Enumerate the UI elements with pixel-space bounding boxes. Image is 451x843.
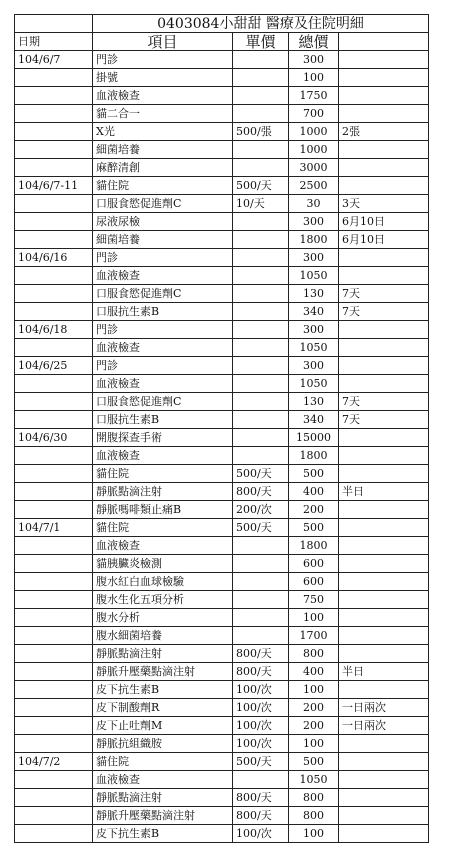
table-row xyxy=(15,645,429,663)
row-note: 7天 xyxy=(339,285,429,303)
row-note xyxy=(339,501,429,519)
table-row xyxy=(15,681,429,699)
row-item: 靜脈點滴注射 xyxy=(93,789,233,807)
row-item: 開腹探查手術 xyxy=(93,429,233,447)
row-total: 800 xyxy=(289,645,339,663)
row-note: 一日兩次 xyxy=(339,717,429,735)
row-note: 3天 xyxy=(339,195,429,213)
row-note xyxy=(339,573,429,591)
row-note xyxy=(339,753,429,771)
row-item: 血液檢查 xyxy=(93,87,233,105)
row-note xyxy=(339,591,429,609)
row-unit-price xyxy=(233,375,289,393)
row-unit-price: 200/次 xyxy=(233,501,289,519)
row-unit-price: 100/次 xyxy=(233,681,289,699)
header-item: 項目 xyxy=(93,33,233,51)
row-total: 1000 xyxy=(289,123,339,141)
table-row xyxy=(15,357,429,375)
table-row xyxy=(15,213,429,231)
row-total: 400 xyxy=(289,663,339,681)
row-unit-price xyxy=(233,267,289,285)
row-unit-price xyxy=(233,537,289,555)
row-date: 104/7/2 xyxy=(15,753,93,771)
row-date xyxy=(15,339,93,357)
row-item: 細菌培養 xyxy=(93,141,233,159)
row-date: 104/6/7 xyxy=(15,51,93,69)
row-date xyxy=(15,87,93,105)
row-item: 麻醉清創 xyxy=(93,159,233,177)
row-date xyxy=(15,645,93,663)
row-total: 600 xyxy=(289,555,339,573)
row-item: 貓住院 xyxy=(93,465,233,483)
row-date xyxy=(15,411,93,429)
row-note: 6月10日 xyxy=(339,231,429,249)
row-note xyxy=(339,177,429,195)
row-date xyxy=(15,231,93,249)
row-item: 皮下抗生素B xyxy=(93,825,233,843)
table-row xyxy=(15,429,429,447)
table-row xyxy=(15,141,429,159)
row-total: 100 xyxy=(289,735,339,753)
row-date: 104/7/1 xyxy=(15,519,93,537)
row-total: 1050 xyxy=(289,267,339,285)
row-note xyxy=(339,537,429,555)
row-note xyxy=(339,519,429,537)
table-row xyxy=(15,231,429,249)
row-unit-price xyxy=(233,159,289,177)
row-item: 血液檢查 xyxy=(93,267,233,285)
row-note xyxy=(339,789,429,807)
table-row xyxy=(15,735,429,753)
row-note xyxy=(339,141,429,159)
row-note: 7天 xyxy=(339,411,429,429)
row-note xyxy=(339,465,429,483)
row-total: 700 xyxy=(289,105,339,123)
row-item: 皮下抗生素B xyxy=(93,681,233,699)
row-note: 半日 xyxy=(339,483,429,501)
row-item: 靜脈升壓藥點滴注射 xyxy=(93,663,233,681)
row-unit-price: 800/天 xyxy=(233,645,289,663)
row-unit-price xyxy=(233,231,289,249)
row-item: 貓住院 xyxy=(93,519,233,537)
row-unit-price: 800/天 xyxy=(233,663,289,681)
row-note: 6月10日 xyxy=(339,213,429,231)
row-unit-price: 800/天 xyxy=(233,789,289,807)
row-total: 300 xyxy=(289,51,339,69)
row-unit-price: 100/次 xyxy=(233,699,289,717)
row-total: 340 xyxy=(289,411,339,429)
row-unit-price xyxy=(233,591,289,609)
row-total: 500 xyxy=(289,519,339,537)
row-unit-price xyxy=(233,609,289,627)
row-unit-price xyxy=(233,213,289,231)
row-note xyxy=(339,339,429,357)
row-unit-price xyxy=(233,69,289,87)
header-note xyxy=(339,33,429,51)
row-item: 靜脈點滴注射 xyxy=(93,645,233,663)
table-row xyxy=(15,195,429,213)
header-unit-price: 單價 xyxy=(233,33,289,51)
itemized-bill-table xyxy=(14,14,429,843)
row-note xyxy=(339,555,429,573)
row-date xyxy=(15,69,93,87)
row-item: 靜脈點滴注射 xyxy=(93,483,233,501)
table-row xyxy=(15,609,429,627)
row-item: 口服食慾促進劑C xyxy=(93,195,233,213)
row-total: 1050 xyxy=(289,375,339,393)
table-row xyxy=(15,51,429,69)
table-row xyxy=(15,177,429,195)
row-unit-price xyxy=(233,51,289,69)
row-date xyxy=(15,663,93,681)
row-total: 15000 xyxy=(289,429,339,447)
row-unit-price xyxy=(233,411,289,429)
row-unit-price: 500/張 xyxy=(233,123,289,141)
table-row xyxy=(15,663,429,681)
row-unit-price xyxy=(233,141,289,159)
row-unit-price xyxy=(233,447,289,465)
row-total: 1800 xyxy=(289,447,339,465)
row-unit-price: 10/天 xyxy=(233,195,289,213)
table-row xyxy=(15,825,429,843)
row-item: 貓二合一 xyxy=(93,105,233,123)
row-total: 200 xyxy=(289,717,339,735)
row-date: 104/6/30 xyxy=(15,429,93,447)
row-date xyxy=(15,213,93,231)
row-item: 細菌培養 xyxy=(93,231,233,249)
row-total: 30 xyxy=(289,195,339,213)
row-total: 800 xyxy=(289,807,339,825)
row-unit-price xyxy=(233,627,289,645)
row-total: 500 xyxy=(289,465,339,483)
row-item: 門診 xyxy=(93,249,233,267)
table-row xyxy=(15,537,429,555)
table-row xyxy=(15,285,429,303)
row-note xyxy=(339,87,429,105)
row-date xyxy=(15,807,93,825)
row-unit-price: 100/次 xyxy=(233,735,289,753)
row-item: 門診 xyxy=(93,51,233,69)
table-row xyxy=(15,267,429,285)
row-date xyxy=(15,555,93,573)
row-item: 靜脈升壓藥點滴注射 xyxy=(93,807,233,825)
row-note xyxy=(339,51,429,69)
row-total: 300 xyxy=(289,249,339,267)
row-date xyxy=(15,825,93,843)
row-unit-price: 500/天 xyxy=(233,465,289,483)
row-note xyxy=(339,807,429,825)
row-date xyxy=(15,285,93,303)
row-unit-price xyxy=(233,573,289,591)
bill-table-body xyxy=(15,15,429,843)
table-row xyxy=(15,501,429,519)
row-date xyxy=(15,699,93,717)
row-total: 1700 xyxy=(289,627,339,645)
row-unit-price xyxy=(233,105,289,123)
row-unit-price xyxy=(233,771,289,789)
row-note xyxy=(339,357,429,375)
row-item: 血液檢查 xyxy=(93,375,233,393)
row-note xyxy=(339,249,429,267)
table-row xyxy=(15,249,429,267)
row-item: 血液檢查 xyxy=(93,771,233,789)
row-total: 750 xyxy=(289,591,339,609)
row-note xyxy=(339,429,429,447)
row-date xyxy=(15,141,93,159)
row-note: 半日 xyxy=(339,663,429,681)
table-row xyxy=(15,771,429,789)
table-row xyxy=(15,375,429,393)
row-total: 130 xyxy=(289,285,339,303)
row-unit-price xyxy=(233,429,289,447)
row-item: 口服食慾促進劑C xyxy=(93,393,233,411)
row-note: 2張 xyxy=(339,123,429,141)
row-date xyxy=(15,681,93,699)
row-item: 腹水生化五項分析 xyxy=(93,591,233,609)
header-date: 日期 xyxy=(15,33,93,51)
row-item: 掛號 xyxy=(93,69,233,87)
row-note: 7天 xyxy=(339,303,429,321)
header-row xyxy=(15,33,429,51)
row-date xyxy=(15,735,93,753)
row-total: 1800 xyxy=(289,537,339,555)
row-total: 1000 xyxy=(289,141,339,159)
row-note xyxy=(339,321,429,339)
row-unit-price: 500/天 xyxy=(233,177,289,195)
row-date: 104/6/18 xyxy=(15,321,93,339)
row-note xyxy=(339,159,429,177)
row-note xyxy=(339,69,429,87)
row-total: 300 xyxy=(289,357,339,375)
row-date xyxy=(15,717,93,735)
row-item: 靜脈抗組織胺 xyxy=(93,735,233,753)
header-total: 總價 xyxy=(289,33,339,51)
row-item: 腹水細菌培養 xyxy=(93,627,233,645)
row-date xyxy=(15,609,93,627)
table-row xyxy=(15,393,429,411)
table-row xyxy=(15,159,429,177)
table-row xyxy=(15,69,429,87)
row-date: 104/6/25 xyxy=(15,357,93,375)
row-date xyxy=(15,105,93,123)
row-total: 400 xyxy=(289,483,339,501)
table-row xyxy=(15,321,429,339)
row-unit-price xyxy=(233,393,289,411)
row-total: 1050 xyxy=(289,771,339,789)
row-note xyxy=(339,447,429,465)
row-total: 100 xyxy=(289,609,339,627)
row-item: X光 xyxy=(93,123,233,141)
row-unit-price xyxy=(233,339,289,357)
row-unit-price xyxy=(233,87,289,105)
row-unit-price xyxy=(233,321,289,339)
row-date xyxy=(15,123,93,141)
table-row xyxy=(15,465,429,483)
row-note xyxy=(339,267,429,285)
row-item: 口服食慾促進劑C xyxy=(93,285,233,303)
row-unit-price xyxy=(233,357,289,375)
row-date xyxy=(15,573,93,591)
row-item: 血液檢查 xyxy=(93,339,233,357)
table-row xyxy=(15,339,429,357)
title-spacer-cell xyxy=(15,15,93,33)
row-date xyxy=(15,195,93,213)
row-total: 200 xyxy=(289,699,339,717)
table-row xyxy=(15,105,429,123)
row-total: 500 xyxy=(289,753,339,771)
row-date: 104/6/16 xyxy=(15,249,93,267)
row-date: 104/6/7-11 xyxy=(15,177,93,195)
row-note xyxy=(339,627,429,645)
table-row xyxy=(15,789,429,807)
row-note: 一日兩次 xyxy=(339,699,429,717)
row-unit-price: 500/天 xyxy=(233,519,289,537)
table-row xyxy=(15,753,429,771)
row-total: 130 xyxy=(289,393,339,411)
table-row xyxy=(15,87,429,105)
table-row xyxy=(15,573,429,591)
row-unit-price xyxy=(233,285,289,303)
title-row xyxy=(15,15,429,33)
row-date xyxy=(15,447,93,465)
table-row xyxy=(15,717,429,735)
row-unit-price xyxy=(233,249,289,267)
row-total: 1800 xyxy=(289,231,339,249)
row-unit-price xyxy=(233,303,289,321)
row-unit-price xyxy=(233,555,289,573)
row-date xyxy=(15,771,93,789)
row-unit-price: 800/天 xyxy=(233,807,289,825)
row-note xyxy=(339,105,429,123)
row-unit-price: 100/次 xyxy=(233,717,289,735)
row-date xyxy=(15,159,93,177)
row-note xyxy=(339,645,429,663)
row-unit-price: 100/次 xyxy=(233,825,289,843)
row-note xyxy=(339,825,429,843)
row-note xyxy=(339,735,429,753)
row-item: 貓住院 xyxy=(93,753,233,771)
table-row xyxy=(15,519,429,537)
row-note xyxy=(339,771,429,789)
row-date xyxy=(15,501,93,519)
row-date xyxy=(15,537,93,555)
row-total: 300 xyxy=(289,321,339,339)
row-date xyxy=(15,627,93,645)
row-date xyxy=(15,375,93,393)
table-row xyxy=(15,303,429,321)
row-item: 皮下止吐劑M xyxy=(93,717,233,735)
row-unit-price: 800/天 xyxy=(233,483,289,501)
row-item: 門診 xyxy=(93,321,233,339)
table-row xyxy=(15,591,429,609)
row-item: 尿液尿檢 xyxy=(93,213,233,231)
table-row xyxy=(15,447,429,465)
table-row xyxy=(15,411,429,429)
table-row xyxy=(15,699,429,717)
row-date xyxy=(15,789,93,807)
row-total: 100 xyxy=(289,69,339,87)
row-total: 1750 xyxy=(289,87,339,105)
row-item: 口服抗生素B xyxy=(93,411,233,429)
row-total: 300 xyxy=(289,213,339,231)
row-total: 340 xyxy=(289,303,339,321)
row-item: 貓住院 xyxy=(93,177,233,195)
document-title: 0403084小甜甜 醫療及住院明細 xyxy=(93,15,429,33)
table-row xyxy=(15,555,429,573)
row-note xyxy=(339,375,429,393)
row-date xyxy=(15,483,93,501)
row-item: 靜脈嗎啡類止痛B xyxy=(93,501,233,519)
row-date xyxy=(15,393,93,411)
row-date xyxy=(15,303,93,321)
row-note: 7天 xyxy=(339,393,429,411)
row-item: 腹水紅白血球檢驗 xyxy=(93,573,233,591)
row-date xyxy=(15,465,93,483)
row-item: 血液檢查 xyxy=(93,447,233,465)
row-unit-price: 500/天 xyxy=(233,753,289,771)
row-total: 3000 xyxy=(289,159,339,177)
row-item: 皮下制酸劑R xyxy=(93,699,233,717)
row-total: 100 xyxy=(289,825,339,843)
row-total: 200 xyxy=(289,501,339,519)
table-row xyxy=(15,807,429,825)
row-item: 血液檢查 xyxy=(93,537,233,555)
row-item: 口服抗生素B xyxy=(93,303,233,321)
table-row xyxy=(15,483,429,501)
row-date xyxy=(15,267,93,285)
row-item: 貓胰臟炎檢測 xyxy=(93,555,233,573)
table-row xyxy=(15,627,429,645)
table-row xyxy=(15,123,429,141)
row-note xyxy=(339,681,429,699)
row-total: 1050 xyxy=(289,339,339,357)
row-date xyxy=(15,591,93,609)
row-note xyxy=(339,609,429,627)
row-total: 600 xyxy=(289,573,339,591)
row-item: 腹水分析 xyxy=(93,609,233,627)
row-total: 100 xyxy=(289,681,339,699)
row-total: 800 xyxy=(289,789,339,807)
row-item: 門診 xyxy=(93,357,233,375)
row-total: 2500 xyxy=(289,177,339,195)
